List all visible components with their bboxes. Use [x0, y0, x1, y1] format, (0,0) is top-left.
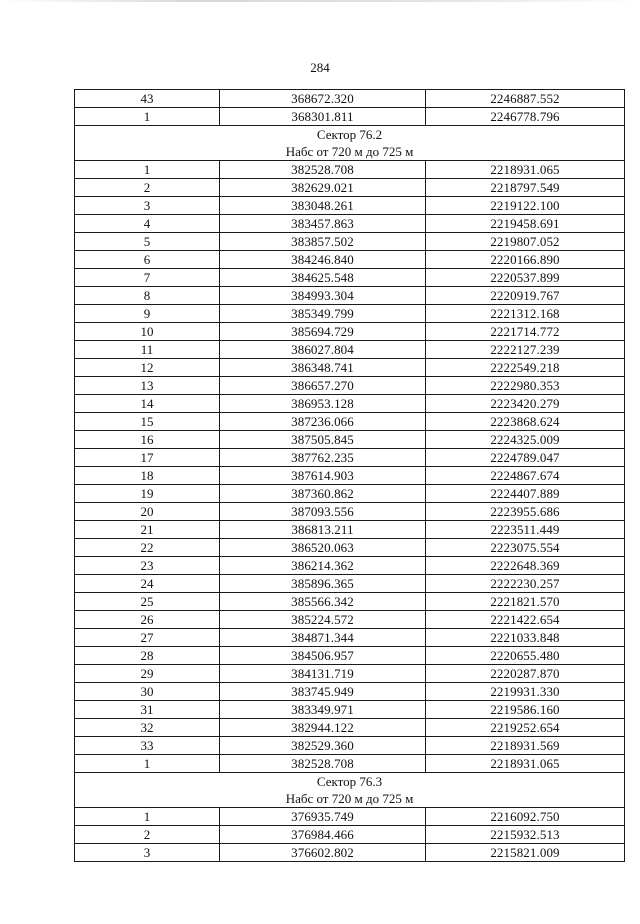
y-coordinate-cell: 2221714.772 [426, 323, 625, 341]
y-coordinate-cell: 2219252.654 [426, 719, 625, 737]
table-row [75, 467, 625, 485]
x-coordinate-cell: 386657.270 [220, 377, 426, 395]
x-coordinate-cell: 387614.903 [220, 467, 426, 485]
section-title: Сектор 76.3 [316, 774, 383, 789]
x-coordinate-cell: 384506.957 [220, 647, 426, 665]
y-coordinate-cell: 2219931.330 [426, 683, 625, 701]
coordinates-table [74, 89, 625, 862]
y-coordinate-cell: 2219807.052 [426, 233, 625, 251]
x-coordinate-cell: 384625.548 [220, 269, 426, 287]
table-row [75, 826, 625, 844]
table-row [75, 233, 625, 251]
table-row [75, 305, 625, 323]
y-coordinate-cell: 2223868.624 [426, 413, 625, 431]
x-coordinate-cell: 387505.845 [220, 431, 426, 449]
y-coordinate-cell: 2246887.552 [426, 90, 625, 108]
y-coordinate-cell: 2216092.750 [426, 808, 625, 826]
y-coordinate-cell: 2220919.767 [426, 287, 625, 305]
table-row [75, 593, 625, 611]
point-number-cell: 29 [75, 665, 220, 683]
point-number-cell: 1 [75, 108, 220, 126]
table-row [75, 395, 625, 413]
section-header-row [75, 773, 625, 808]
point-number-cell: 15 [75, 413, 220, 431]
x-coordinate-cell: 382629.021 [220, 179, 426, 197]
y-coordinate-cell: 2218931.569 [426, 737, 625, 755]
point-number-cell: 3 [75, 197, 220, 215]
x-coordinate-cell: 386027.804 [220, 341, 426, 359]
y-coordinate-cell: 2223420.279 [426, 395, 625, 413]
y-coordinate-cell: 2220166.890 [426, 251, 625, 269]
y-coordinate-cell: 2223075.554 [426, 539, 625, 557]
table-row [75, 287, 625, 305]
table-row [75, 719, 625, 737]
point-number-cell: 4 [75, 215, 220, 233]
point-number-cell: 13 [75, 377, 220, 395]
x-coordinate-cell: 385349.799 [220, 305, 426, 323]
y-coordinate-cell: 2221312.168 [426, 305, 625, 323]
point-number-cell: 21 [75, 521, 220, 539]
table-row [75, 323, 625, 341]
x-coordinate-cell: 383457.863 [220, 215, 426, 233]
table-row [75, 611, 625, 629]
point-number-cell: 9 [75, 305, 220, 323]
x-coordinate-cell: 385694.729 [220, 323, 426, 341]
y-coordinate-cell: 2220537.899 [426, 269, 625, 287]
section-subtitle: Набс от 720 м до 725 м [285, 791, 414, 806]
x-coordinate-cell: 384246.840 [220, 251, 426, 269]
point-number-cell: 26 [75, 611, 220, 629]
point-number-cell: 43 [75, 90, 220, 108]
x-coordinate-cell: 387236.066 [220, 413, 426, 431]
point-number-cell: 2 [75, 179, 220, 197]
table-row [75, 197, 625, 215]
table-row [75, 431, 625, 449]
point-number-cell: 18 [75, 467, 220, 485]
y-coordinate-cell: 2222980.353 [426, 377, 625, 395]
point-number-cell: 11 [75, 341, 220, 359]
table-row [75, 647, 625, 665]
y-coordinate-cell: 2219586.160 [426, 701, 625, 719]
table-row [75, 161, 625, 179]
point-number-cell: 6 [75, 251, 220, 269]
y-coordinate-cell: 2222549.218 [426, 359, 625, 377]
table-row [75, 575, 625, 593]
x-coordinate-cell: 387093.556 [220, 503, 426, 521]
point-number-cell: 33 [75, 737, 220, 755]
x-coordinate-cell: 386953.128 [220, 395, 426, 413]
point-number-cell: 1 [75, 755, 220, 773]
y-coordinate-cell: 2220287.870 [426, 665, 625, 683]
point-number-cell: 10 [75, 323, 220, 341]
y-coordinate-cell: 2218931.065 [426, 755, 625, 773]
point-number-cell: 30 [75, 683, 220, 701]
table-row [75, 701, 625, 719]
table-row [75, 251, 625, 269]
x-coordinate-cell: 385566.342 [220, 593, 426, 611]
scan-edge-line [0, 0, 640, 2]
table-row [75, 485, 625, 503]
table-row [75, 108, 625, 126]
x-coordinate-cell: 387360.862 [220, 485, 426, 503]
x-coordinate-cell: 376984.466 [220, 826, 426, 844]
point-number-cell: 1 [75, 808, 220, 826]
table-row [75, 179, 625, 197]
y-coordinate-cell: 2224407.889 [426, 485, 625, 503]
table-row [75, 215, 625, 233]
point-number-cell: 20 [75, 503, 220, 521]
y-coordinate-cell: 2215932.513 [426, 826, 625, 844]
y-coordinate-cell: 2218797.549 [426, 179, 625, 197]
table-row [75, 755, 625, 773]
x-coordinate-cell: 387762.235 [220, 449, 426, 467]
x-coordinate-cell: 376602.802 [220, 844, 426, 862]
section-header-cell [75, 773, 625, 808]
point-number-cell: 32 [75, 719, 220, 737]
x-coordinate-cell: 382944.122 [220, 719, 426, 737]
x-coordinate-cell: 386520.063 [220, 539, 426, 557]
x-coordinate-cell: 384871.344 [220, 629, 426, 647]
table-row [75, 449, 625, 467]
point-number-cell: 1 [75, 161, 220, 179]
point-number-cell: 25 [75, 593, 220, 611]
y-coordinate-cell: 2222230.257 [426, 575, 625, 593]
point-number-cell: 24 [75, 575, 220, 593]
point-number-cell: 14 [75, 395, 220, 413]
point-number-cell: 23 [75, 557, 220, 575]
table-row [75, 341, 625, 359]
table-row [75, 503, 625, 521]
table-row [75, 359, 625, 377]
x-coordinate-cell: 386813.211 [220, 521, 426, 539]
y-coordinate-cell: 2224789.047 [426, 449, 625, 467]
x-coordinate-cell: 368301.811 [220, 108, 426, 126]
section-header-row [75, 126, 625, 161]
y-coordinate-cell: 2222648.369 [426, 557, 625, 575]
section-header-cell [75, 126, 625, 161]
x-coordinate-cell: 383048.261 [220, 197, 426, 215]
point-number-cell: 5 [75, 233, 220, 251]
point-number-cell: 19 [75, 485, 220, 503]
page-number: 284 [310, 60, 330, 75]
y-coordinate-cell: 2223511.449 [426, 521, 625, 539]
table-row [75, 377, 625, 395]
x-coordinate-cell: 384993.304 [220, 287, 426, 305]
table-row [75, 683, 625, 701]
x-coordinate-cell: 383745.949 [220, 683, 426, 701]
y-coordinate-cell: 2221821.570 [426, 593, 625, 611]
y-coordinate-cell: 2219458.691 [426, 215, 625, 233]
point-number-cell: 27 [75, 629, 220, 647]
table-row [75, 629, 625, 647]
point-number-cell: 3 [75, 844, 220, 862]
x-coordinate-cell: 382528.708 [220, 755, 426, 773]
point-number-cell: 2 [75, 826, 220, 844]
point-number-cell: 8 [75, 287, 220, 305]
point-number-cell: 17 [75, 449, 220, 467]
x-coordinate-cell: 386348.741 [220, 359, 426, 377]
table-row [75, 844, 625, 862]
point-number-cell: 31 [75, 701, 220, 719]
table-row [75, 269, 625, 287]
x-coordinate-cell: 368672.320 [220, 90, 426, 108]
x-coordinate-cell: 376935.749 [220, 808, 426, 826]
x-coordinate-cell: 386214.362 [220, 557, 426, 575]
table-row [75, 539, 625, 557]
x-coordinate-cell: 384131.719 [220, 665, 426, 683]
point-number-cell: 28 [75, 647, 220, 665]
y-coordinate-cell: 2219122.100 [426, 197, 625, 215]
table-row [75, 665, 625, 683]
coordinates-table-body [75, 90, 625, 862]
y-coordinate-cell: 2215821.009 [426, 844, 625, 862]
x-coordinate-cell: 385224.572 [220, 611, 426, 629]
y-coordinate-cell: 2220655.480 [426, 647, 625, 665]
table-row [75, 521, 625, 539]
y-coordinate-cell: 2221422.654 [426, 611, 625, 629]
table-row [75, 808, 625, 826]
y-coordinate-cell: 2218931.065 [426, 161, 625, 179]
x-coordinate-cell: 382528.708 [220, 161, 426, 179]
point-number-cell: 12 [75, 359, 220, 377]
y-coordinate-cell: 2246778.796 [426, 108, 625, 126]
point-number-cell: 16 [75, 431, 220, 449]
y-coordinate-cell: 2224325.009 [426, 431, 625, 449]
y-coordinate-cell: 2222127.239 [426, 341, 625, 359]
table-row [75, 413, 625, 431]
x-coordinate-cell: 385896.365 [220, 575, 426, 593]
y-coordinate-cell: 2224867.674 [426, 467, 625, 485]
table-row [75, 90, 625, 108]
section-subtitle: Набс от 720 м до 725 м [285, 144, 414, 159]
y-coordinate-cell: 2223955.686 [426, 503, 625, 521]
x-coordinate-cell: 383349.971 [220, 701, 426, 719]
table-row [75, 557, 625, 575]
point-number-cell: 7 [75, 269, 220, 287]
x-coordinate-cell: 382529.360 [220, 737, 426, 755]
point-number-cell: 22 [75, 539, 220, 557]
table-row [75, 737, 625, 755]
x-coordinate-cell: 383857.502 [220, 233, 426, 251]
y-coordinate-cell: 2221033.848 [426, 629, 625, 647]
section-title: Сектор 76.2 [316, 127, 383, 142]
